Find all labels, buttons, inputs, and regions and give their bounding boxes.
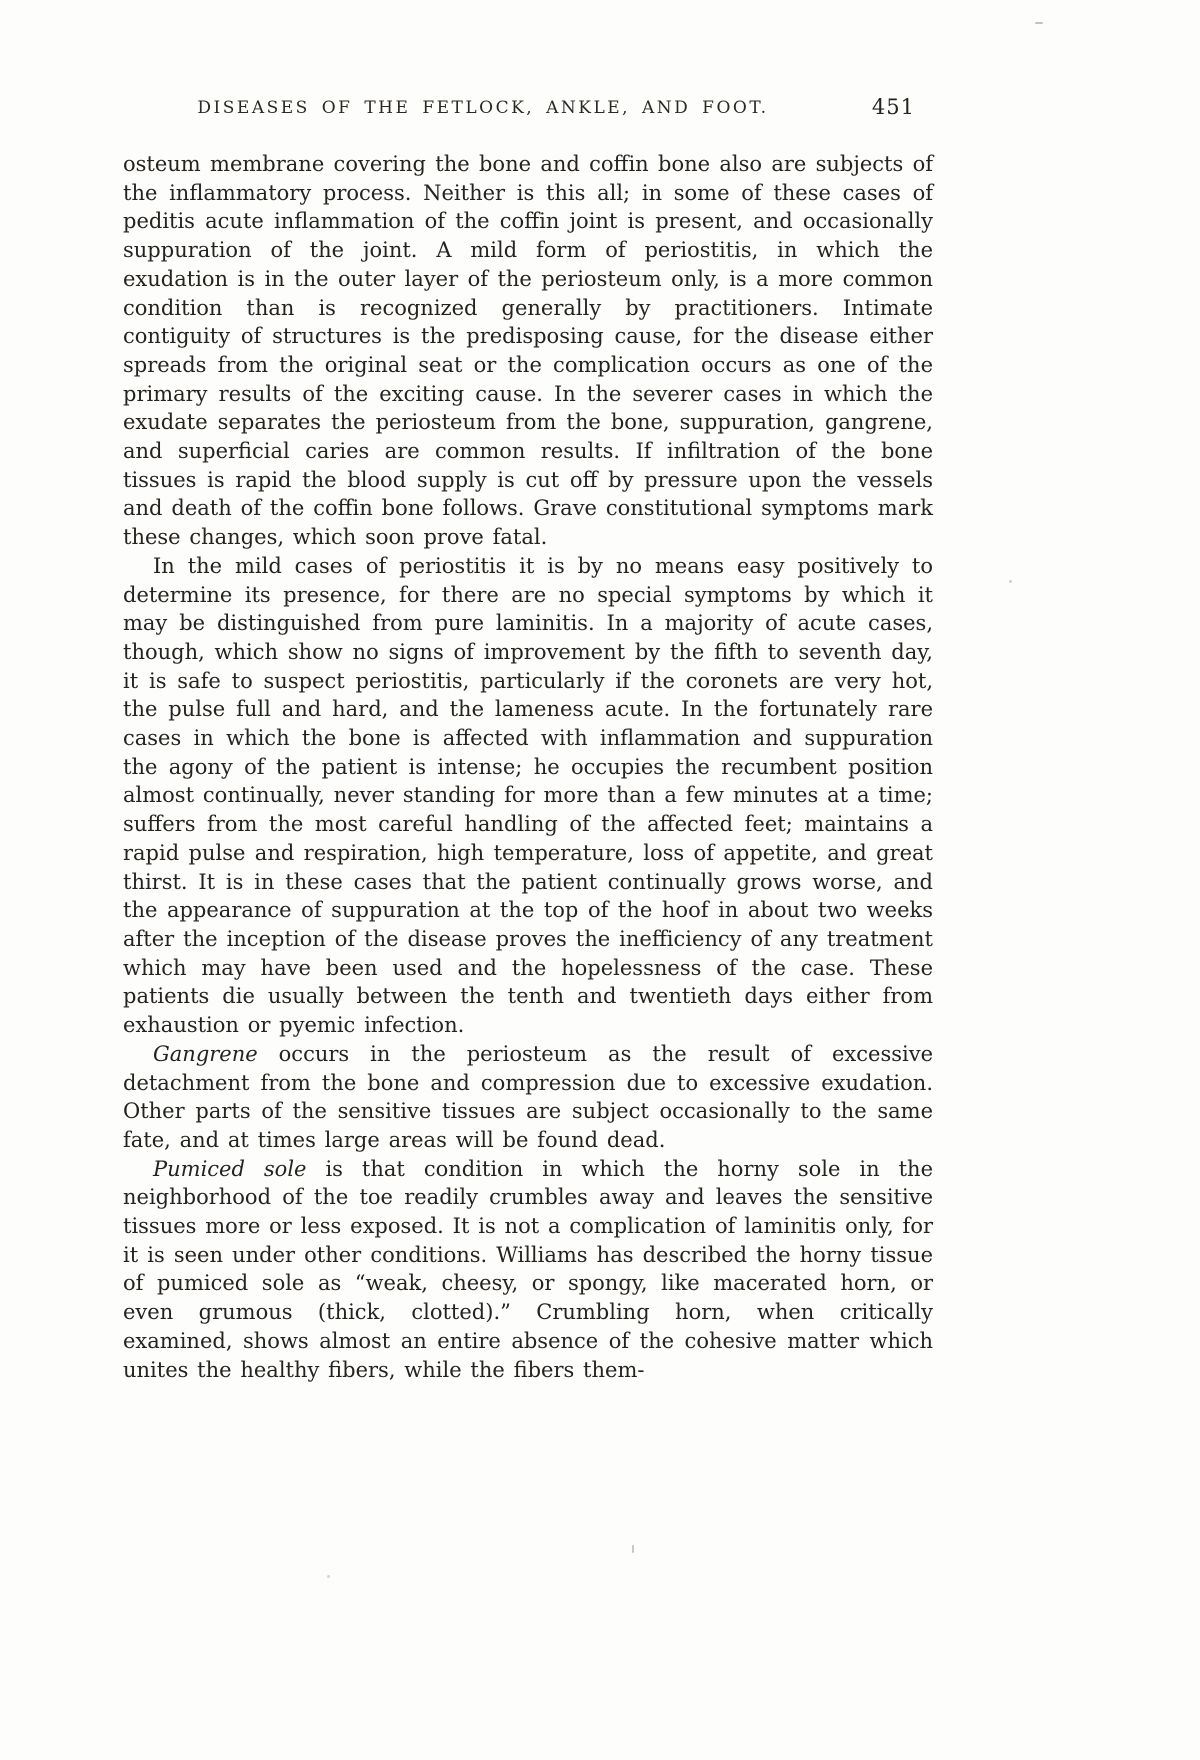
scan-speck xyxy=(327,1575,330,1578)
paragraph-3 xyxy=(123,1040,933,1155)
scan-speck xyxy=(632,1545,634,1553)
paragraph-lead-italic: Gangrene xyxy=(153,1041,258,1066)
scan-speck xyxy=(1009,580,1012,583)
paragraph-text: osteum membrane covering the bone and coffin bone also are subjects of the inflammatory process. Neither is this all; in some of these cases of peditis acute inflammation of the coffin joint is present, and occasionally suppuration of the joint. A mild form of periostitis, in which the exudation is in the outer layer of the periosteum only, is a more common condition than is recognized generally by practitioners. Intimate contiguity of structures is the predisposing cause, for the disease either spreads from the original seat or the complication occurs as one of the primary results of the exciting cause. In the severer cases in which the exudate separates the periosteum from the bone, suppuration, gangrene, and superficial caries are common results. If infiltration of the bone tissues is rapid the blood supply is cut off by pressure upon the vessels and death of the coffin bone follows. Grave constitutional symptoms mark these changes, which soon prove fatal. xyxy=(123,152,933,550)
page-number: 451 xyxy=(871,95,915,119)
running-title: DISEASES OF THE FETLOCK, ANKLE, AND FOOT. xyxy=(197,98,769,118)
scan-speck xyxy=(1035,22,1043,24)
running-head xyxy=(123,95,933,132)
paragraph-text: In the mild cases of periostitis it is by no means easy positively to determine its presence, for there are no special symptoms by which it may be distinguished from pure laminitis. In a majority of acute cases, though, which show no signs of improvement by the fifth to seventh day, it is safe to suspect periostitis, particularly if the coronets are very hot, the pulse full and hard, and the lameness acute. In the fortunately rare cases in which the bone is affected with inflammation and suppuration the agony of the patient is intense; he occupies the recumbent position almost continually, never standing for more than a few minutes at a time; suffers from the most careful handling of the affected feet; maintains a rapid pulse and respiration, high temperature, loss of appetite, and great thirst. It is in these cases that the patient continually grows worse, and the appearance of suppuration at the top of the hoof in about two weeks after the inception of the disease proves the inefficiency of any treatment which may have been used and the hopelessness of the case. These patients die usually between the tenth and twentieth days either from exhaustion or pyemic infection. xyxy=(123,553,933,1038)
paragraph-lead-italic: Pumiced sole xyxy=(153,1156,307,1181)
page-body xyxy=(123,150,933,1384)
paragraph-text: is that condition in which the horny sole in the neighborhood of the toe readily crumbles away and leaves the sensitive tissues more or less exposed. It is not a complication of laminitis only, for it is seen under other conditions. Williams has described the horny tissue of pumiced sole as “weak, cheesy, or spongy, like macerated horn, or even grumous (thick, clotted).” Crumbling horn, when critically examined, shows almost an entire absence of the cohesive matter which unites the healthy fibers, while the fibers them- xyxy=(123,1156,933,1382)
paragraph-2 xyxy=(123,552,933,1040)
paragraph-1 xyxy=(123,150,933,552)
paragraph-4 xyxy=(123,1155,933,1385)
page-content xyxy=(123,95,933,1384)
paragraph-text: occurs in the periosteum as the result of excessive detachment from the bone and compression due to excessive exudation. Other parts of the sensitive tissues are subject occasionally to the same fate, and at times large areas will be found dead. xyxy=(123,1041,933,1152)
